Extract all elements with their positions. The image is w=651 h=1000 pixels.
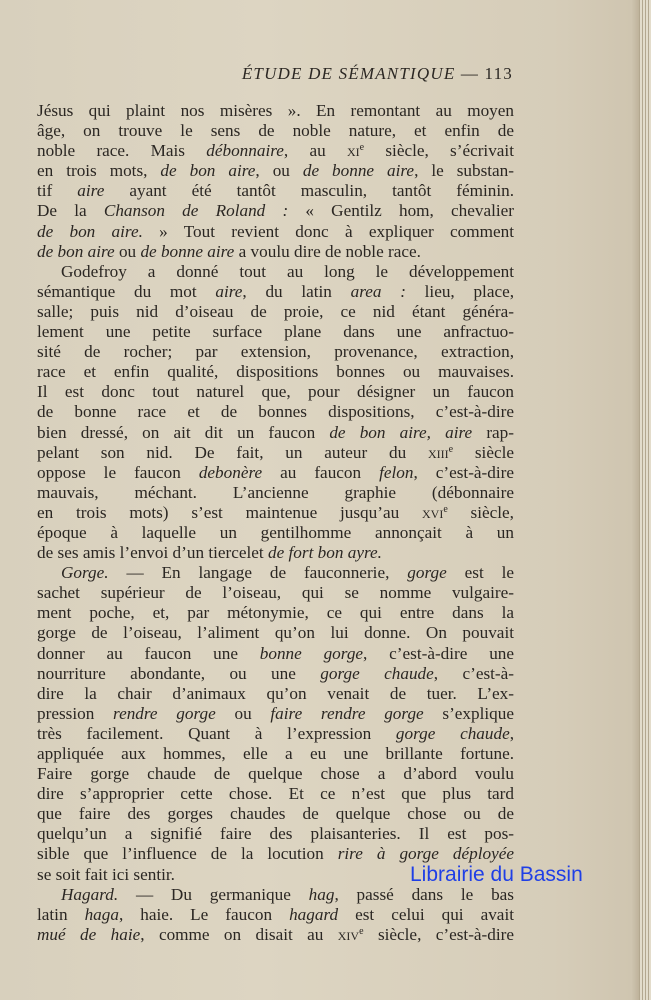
text-line — [37, 302, 514, 322]
text-line — [37, 222, 514, 242]
text-line — [37, 121, 514, 141]
text-run: « Gentilz hom, chevalier — [288, 201, 515, 221]
text-run: âge, on trouve le sens de noble nature, et enfin de — [37, 121, 514, 141]
text-line — [37, 181, 514, 201]
text-line — [37, 764, 514, 784]
text-run: sachet supérieur de l’oiseau, qui se nomme vulgaire- — [37, 583, 514, 603]
text-run: ou — [215, 703, 271, 723]
text-run: que faire des gorges chaudes de quelque chose ou de — [37, 804, 514, 824]
text-run: est celui qui avait — [338, 904, 514, 924]
text-run: quelqu’un a signifié faire des plaisanteries. Il est pos- — [37, 824, 514, 844]
text-run: , haie. Le faucon — [118, 904, 290, 924]
text-run: , du latin — [242, 281, 351, 301]
running-title: ÉTUDE DE SÉMANTIQUE — [241, 64, 456, 83]
text-line — [37, 724, 514, 744]
text-run: très facilement. Quant à l’expression — [37, 723, 396, 743]
superscript: e — [359, 925, 364, 937]
text-line — [37, 463, 514, 483]
text-run: bien dressé, on ait dit un faucon — [37, 422, 330, 442]
text-line — [37, 925, 514, 945]
text-run: tif — [37, 181, 78, 201]
italic-text: de bon aire — [37, 241, 115, 261]
italic-text: débonnaire — [206, 141, 284, 161]
text-run: appliquée aux hommes, elle a eu une brillante fortune. — [37, 744, 514, 763]
italic-text: hag — [308, 884, 335, 904]
italic-text: de bonne aire — [302, 161, 415, 181]
header-dash: — — [460, 64, 480, 83]
text-run: , c’est-à- — [433, 663, 515, 683]
text-line — [37, 824, 514, 844]
text-run: rap- — [472, 422, 514, 442]
text-run: latin — [37, 904, 85, 924]
century-numeral: xiii — [427, 442, 449, 462]
text-run: , le substan- — [414, 161, 514, 181]
superscript: e — [448, 443, 454, 455]
italic-text: Hagard. — [61, 884, 119, 904]
italic-text: rendre gorge — [113, 703, 216, 723]
text-run: se soit fait ici sentir. — [37, 864, 175, 884]
text-line — [37, 322, 514, 342]
text-line — [37, 804, 514, 824]
text-run: ou — [114, 241, 141, 261]
italic-text: aire — [77, 181, 105, 201]
text-run: lement une petite surface plane dans une anfractuo- — [37, 322, 514, 342]
italic-text: bonne gorge — [259, 643, 364, 663]
text-line — [37, 242, 514, 262]
page-edges — [639, 0, 651, 1000]
text-line — [37, 644, 514, 664]
text-line — [37, 262, 514, 282]
text-line — [37, 744, 514, 764]
text-run: , c’est-à-dire — [413, 462, 514, 482]
text-run: pression — [37, 703, 114, 723]
italic-text: area : — [350, 281, 406, 301]
text-run: sible que l’influence de la locution — [37, 844, 338, 864]
italic-text: gorge — [407, 563, 447, 583]
text-run: sité de rocher; par extension, provenance, extraction, — [37, 342, 514, 362]
text-line — [37, 543, 514, 563]
superscript: e — [359, 142, 365, 154]
text-line — [37, 704, 514, 724]
text-run: sémantique du mot — [37, 281, 216, 301]
page-number: 113 — [484, 64, 513, 83]
italic-text: gorge chaude — [395, 723, 510, 743]
text-run: oppose le faucon — [37, 462, 199, 482]
text-line — [37, 623, 514, 643]
italic-text: de bon aire — [160, 161, 256, 181]
text-line — [37, 282, 514, 302]
text-line — [37, 101, 514, 121]
text-run: de bonne race et de bonnes dispositions, c’est-à-dire — [37, 402, 514, 422]
text-line — [37, 402, 514, 422]
text-run: gorge de l’oiseau, l’aliment qu’on lui donne. On pouvait — [37, 623, 514, 643]
text-line — [37, 523, 514, 543]
text-run: Faire gorge chaude de quelque chose a d’abord voulu — [37, 764, 514, 784]
italic-text: de fort bon ayre. — [268, 543, 382, 563]
text-run: noble race. Mais — [37, 141, 207, 161]
text-run: salle; puis nid d’oiseau de proie, ce nid étant généra- — [37, 301, 514, 321]
text-run: pelant son nid. De fait, un auteur du — [37, 442, 428, 462]
text-line — [37, 483, 514, 503]
italic-text: gorge chaude — [320, 663, 434, 683]
italic-text: Chanson de Roland : — [103, 201, 289, 221]
text-run: époque à laquelle un gentilhomme annonçait à un — [37, 522, 514, 542]
text-run: dire s’approprier cette chose. Et ce n’est que plus tard — [37, 784, 514, 804]
text-line — [37, 885, 514, 905]
italic-text: aire — [215, 281, 243, 301]
text-line — [37, 201, 514, 221]
text-run: mauvais, méchant. L’ancienne graphie (débonnaire — [37, 482, 514, 502]
text-run: a voulu dire de noble race. — [234, 241, 421, 261]
text-run: , comme on disait au — [140, 924, 338, 944]
text-run: en trois mots) s’est maintenue jusqu’au — [37, 502, 422, 522]
text-line — [37, 141, 514, 161]
italic-text: Gorge. — [61, 563, 109, 583]
text-line — [37, 603, 514, 623]
text-line — [37, 423, 514, 443]
italic-text: de bonne aire — [140, 241, 235, 261]
text-run: , c’est-à-dire une — [363, 643, 515, 663]
text-run: de ses amis l’envoi d’un tiercelet — [37, 543, 268, 563]
text-run: siècle, c’est-à-dire — [363, 924, 514, 944]
superscript: e — [443, 503, 448, 515]
text-line — [37, 503, 514, 523]
text-run: au faucon — [262, 462, 380, 482]
text-run: , passé dans le bas — [334, 884, 514, 904]
text-line — [37, 443, 514, 463]
text-line — [37, 905, 514, 925]
italic-text: de bon aire, aire — [329, 422, 473, 442]
text-run: dire la chair d’animaux qu’on venait de tuer. L’ex- — [37, 683, 514, 703]
text-run: — Du germanique — [118, 884, 309, 904]
text-run: , au — [283, 141, 347, 161]
text-line — [37, 382, 514, 402]
text-line — [37, 563, 514, 583]
text-run: nourriture abondante, ou une — [37, 663, 321, 683]
century-numeral: xiv — [337, 924, 360, 944]
running-header — [170, 64, 513, 84]
text-run: siècle, — [447, 502, 514, 522]
text-run: en trois mots, — [37, 161, 161, 181]
italic-text: de bon aire. — [37, 221, 143, 241]
text-run: s’explique — [423, 703, 514, 723]
italic-text: haga — [84, 904, 119, 924]
text-run: donner au faucon une — [37, 643, 260, 663]
text-run: » Tout revient donc à expliquer comment — [142, 221, 514, 241]
text-line — [37, 784, 514, 804]
text-run: siècle, s’écrivait — [364, 141, 514, 161]
text-line — [37, 664, 514, 684]
century-numeral: xvi — [421, 502, 444, 522]
text-run: , ou — [255, 161, 303, 181]
italic-text: mué de haie — [37, 924, 141, 944]
text-run: race et enfin qualité, dispositions bonnes ou mauvaises. — [37, 362, 514, 382]
text-line — [37, 684, 514, 704]
text-run: lieu, place, — [405, 281, 514, 301]
page-body-text — [37, 101, 514, 945]
text-line — [37, 342, 514, 362]
text-line — [37, 161, 514, 181]
italic-text: hagard — [289, 904, 339, 924]
text-run: ment poche, et, par métonymie, ce qui entre dans la — [37, 603, 514, 623]
century-numeral: xi — [346, 141, 360, 161]
text-run: siècle — [453, 442, 514, 462]
text-run: , — [509, 723, 515, 743]
text-run: Jésus qui plaint nos misères ». En remontant au moyen — [37, 101, 514, 120]
text-line — [37, 583, 514, 603]
text-run: Il est donc tout naturel que, pour désigner un faucon — [37, 382, 514, 402]
italic-text: faire rendre gorge — [270, 703, 424, 723]
text-run: ayant été tantôt masculin, tantôt féminin. — [104, 181, 514, 201]
text-line — [37, 362, 514, 382]
italic-text: felon — [379, 462, 414, 482]
watermark: Librairie du Bassin — [410, 863, 583, 886]
italic-text: debonère — [198, 462, 263, 482]
text-run: De la — [37, 201, 104, 221]
text-run: — En langage de fauconnerie, — [108, 563, 408, 583]
text-run: est le — [446, 563, 515, 583]
text-line — [37, 844, 514, 864]
text-run: Godefroy a donné tout au long le développement — [61, 261, 514, 281]
italic-text: rire à gorge déployée — [337, 844, 514, 864]
